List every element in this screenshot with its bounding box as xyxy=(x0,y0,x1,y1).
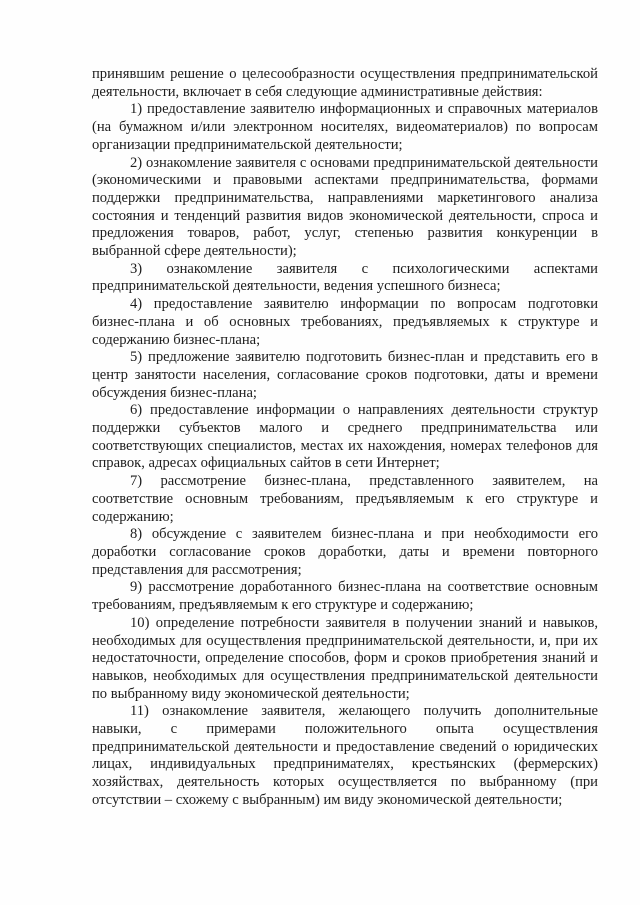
paragraph-item-4: 4) предоставление заявителю информации по вопросам подготовки бизнес-плана и об основных требованиях, предъявляемых к структуре и содержанию бизнес-плана; xyxy=(92,296,598,348)
paragraph-item-3: 3) ознакомление заявителя с психологическими аспектами предпринимательской деятельности, ведения успешного бизнеса; xyxy=(92,260,598,295)
paragraph-item-7: 7) рассмотрение бизнес-плана, представленного заявителем, на соответствие основным требованиям, предъявляемым к его структуре и содержанию; xyxy=(92,473,598,525)
document-body xyxy=(92,66,598,810)
paragraph-item-5: 5) предложение заявителю подготовить бизнес-план и представить его в центр занятости населения, согласование сроков подготовки, даты и времени обсуждения бизнес-плана; xyxy=(92,349,598,401)
paragraph-item-2: 2) ознакомление заявителя с основами предпринимательской деятельности (экономическими и правовыми аспектами предпринимательства, формами поддержки предпринимательства, направлениями маркетингового анализа состояния и тенденций развития видов экономической деятельности, спроса и предложения товаров, работ, услуг, степенью развития конкуренции в выбранной сфере деятельности); xyxy=(92,154,598,260)
paragraph-item-1: 1) предоставление заявителю информационных и справочных материалов (на бумажном и/или электронном носителях, видеоматериалов) по вопросам организации предпринимательской деятельности; xyxy=(92,101,598,153)
paragraph-item-6: 6) предоставление информации о направлениях деятельности структур поддержки субъектов малого и среднего предпринимательства или соответствующих специалистов, местах их нахождения, номерах телефонов для справок, адресах официальных сайтов в сети Интернет; xyxy=(92,402,598,472)
paragraph-item-8: 8) обсуждение с заявителем бизнес-плана и при необходимости его доработки согласование сроков доработки, даты и времени повторного представления для рассмотрения; xyxy=(92,526,598,578)
paragraph-intro: принявшим решение о целесообразности осуществления предпринимательской деятельности, включает в себя следующие административные действия: xyxy=(92,66,598,100)
paragraph-item-11: 11) ознакомление заявителя, желающего получить дополнительные навыки, с примерами положительного опыта осуществления предпринимательской деятельности и предоставление сведений о юридических лицах, индивидуальных предпринимателях, крестьянских (фермерских) хозяйствах, деятельность которых осуществляется по выбранному (при отсутствии – схожему с выбранным) им виду экономической деятельности; xyxy=(92,703,598,808)
paragraph-item-9: 9) рассмотрение доработанного бизнес-плана на соответствие основным требованиям, предъявляемым к его структуре и содержанию; xyxy=(92,579,598,614)
paragraph-item-10: 10) определение потребности заявителя в получении знаний и навыков, необходимых для осуществления предпринимательской деятельности, и, при их недостаточности, определение способов, форм и сроков приобретения знаний и навыков, необходимых для осуществления предпринимательской деятельности по выбранному виду экономической деятельности; xyxy=(92,614,598,702)
